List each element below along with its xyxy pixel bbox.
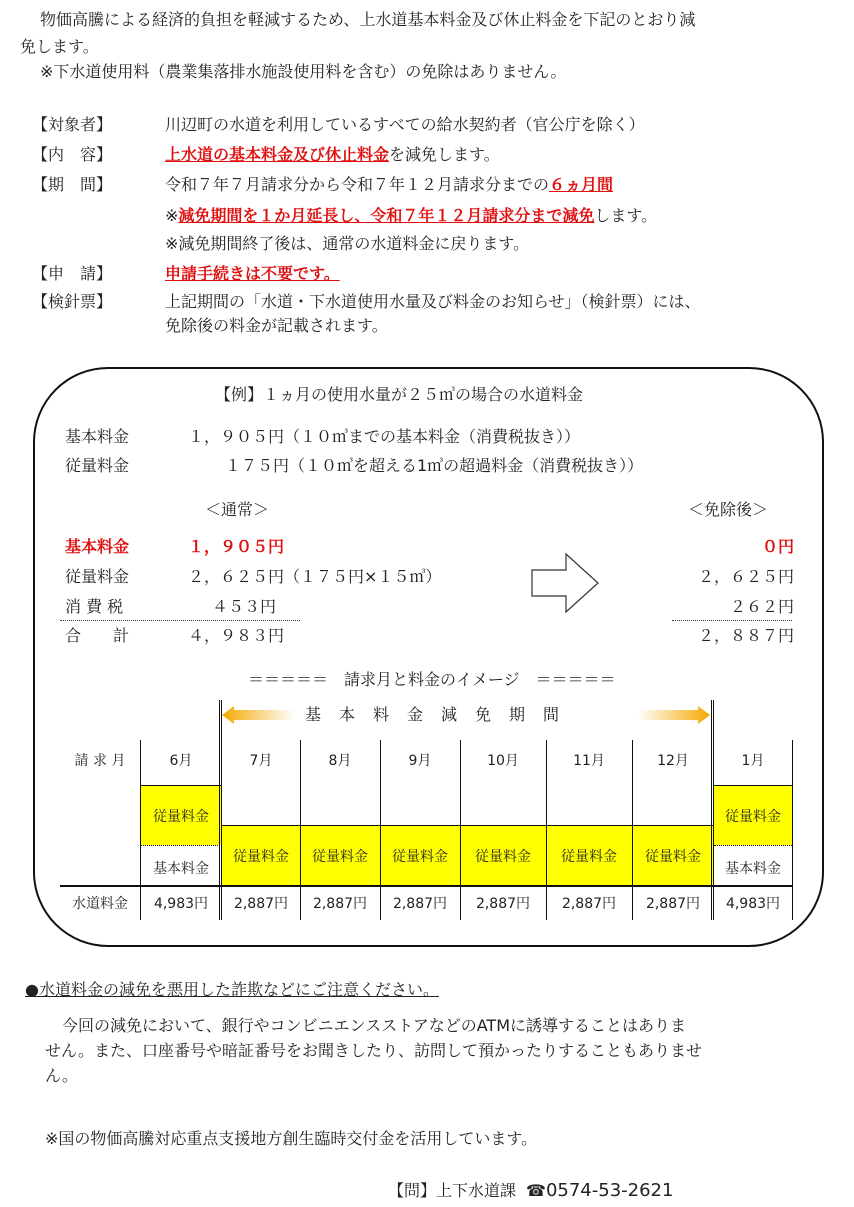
basic-text: １，９０５円（１０㎥までの基本料金（消費税抜き）） [188, 427, 581, 446]
item-label: 【内 容】 [32, 145, 113, 164]
normal-value: １，９０５円 [188, 537, 285, 556]
volume-fee-block: 従量料金 [222, 825, 300, 885]
volume-fee-block: 従量料金 [546, 825, 632, 885]
basic-label: 基本料金 [65, 427, 130, 446]
divider [140, 740, 141, 920]
divider [546, 740, 547, 920]
month-header: 1月 [741, 753, 765, 769]
month-header: 12月 [657, 753, 689, 769]
item-label: 【対象者】 [32, 115, 113, 134]
month-header: 9月 [408, 753, 432, 769]
divider [300, 740, 301, 920]
month-header: 8月 [328, 753, 352, 769]
water-fee-value: 2,887円 [312, 896, 368, 912]
basic-fee-block: 基本料金 [714, 845, 792, 885]
item-text: 上記期間の「水道・下水道使用水量及び料金のお知らせ」（検針票）には、 [165, 292, 701, 311]
divider [221, 700, 222, 920]
highlight-text: 減免期間を１か月延長し、令和７年１２月請求分まで減免 [178, 206, 595, 225]
note-text: ※減免期間終了後は、通常の水道料金に戻ります。 [165, 234, 530, 253]
item-text: 免除後の料金が記載されます。 [165, 316, 388, 335]
phone-number: 0574-53-2621 [545, 1180, 674, 1201]
month-header: 11月 [573, 753, 605, 769]
divider [792, 740, 793, 920]
water-fee-value: 2,887円 [233, 896, 289, 912]
row-label: 基本料金 [65, 537, 130, 556]
item-text: 令和７年７月請求分から令和７年１２月請求分までの [165, 175, 550, 194]
item-text: を減免します。 [389, 145, 500, 164]
volume-fee-block: 従量料金 [460, 825, 546, 885]
month-header: 6月 [169, 753, 193, 769]
after-value: ２，８８７円 [697, 626, 794, 645]
right-arrow-icon [530, 552, 600, 614]
water-fee-label: 水道料金 [72, 896, 128, 912]
normal-value: ４５３円 [212, 597, 277, 616]
right-arrow-icon [638, 706, 710, 724]
row-label: 消 費 税 [65, 597, 124, 616]
after-value: ２，６２５円 [697, 567, 794, 586]
divider [60, 885, 792, 887]
warning-text: ん。 [45, 1066, 78, 1085]
water-fee-value: 2,887円 [475, 896, 531, 912]
note-text: します。 [594, 206, 658, 225]
normal-value: ４，９８３円 [188, 626, 285, 645]
telephone-icon: ☎ [526, 1181, 546, 1200]
volume-fee-block: 従量料金 [140, 785, 222, 845]
basic-fee-block: 基本料金 [140, 845, 222, 885]
left-arrow-icon [222, 706, 294, 724]
after-heading: ＜免除後＞ [688, 500, 769, 519]
water-fee-value: 4,983円 [153, 896, 209, 912]
volume-label: 従量料金 [65, 456, 130, 475]
item-label: 【期 間】 [32, 175, 113, 194]
divider [60, 620, 300, 621]
normal-value: ２，６２５円（１７５円×１５㎥） [188, 567, 442, 586]
item-label: 【検針票】 [32, 292, 113, 311]
highlight-text: 上水道の基本料金及び休止料金 [165, 145, 390, 164]
month-header: 10月 [487, 753, 519, 769]
period-banner: 基 本 料 金 減 免 期 間 [305, 705, 561, 724]
divider [711, 700, 712, 920]
note-mark: ※ [165, 206, 179, 225]
water-fee-value: 2,887円 [645, 896, 701, 912]
water-fee-value: 2,887円 [392, 896, 448, 912]
warning-text: せん。また、口座番号や暗証番号をお聞きしたり、訪問して預かったりすることもありませ [45, 1041, 702, 1060]
divider [219, 700, 220, 920]
funding-note: ※国の物価高騰対応重点支援地方創生臨時交付金を活用しています。 [45, 1129, 538, 1148]
example-title: 【例】１ヵ月の使用水量が２５㎥の場合の水道料金 [215, 385, 584, 404]
divider [380, 740, 381, 920]
divider [713, 700, 714, 920]
intro-line: 物価高騰による経済的負担を軽減するため、上水道基本料金及び休止料金を下記のとおり減 [40, 10, 696, 29]
normal-heading: ＜通常＞ [205, 500, 270, 519]
after-value: ０円 [761, 537, 794, 556]
divider [460, 740, 461, 920]
item-text: 川辺町の水道を利用しているすべての給水契約者（官公庁を除く） [165, 115, 645, 134]
divider [632, 740, 633, 920]
divider [672, 620, 792, 621]
row-label: 従量料金 [65, 567, 130, 586]
volume-fee-block: 従量料金 [714, 785, 792, 845]
contact-label: 【問】上下水道課 [388, 1181, 517, 1200]
intro-note: ※下水道使用料（農業集落排水施設使用料を含む）の免除はありません。 [40, 62, 567, 81]
month-label: 請 求 月 [74, 753, 126, 769]
highlight-text: 申請手続きは不要です。 [165, 264, 340, 283]
row-label: 合 計 [65, 626, 130, 645]
warning-heading: ●水道料金の減免を悪用した詐欺などにご注意ください。 [25, 980, 439, 999]
water-fee-value: 4,983円 [725, 896, 781, 912]
volume-fee-block: 従量料金 [632, 825, 714, 885]
water-fee-value: 2,887円 [561, 896, 617, 912]
volume-fee-block: 従量料金 [380, 825, 460, 885]
image-heading: ＝＝＝＝＝ 請求月と料金のイメージ ＝＝＝＝＝ [248, 670, 616, 689]
item-label: 【申 請】 [32, 264, 113, 283]
warning-text: 今回の減免において、銀行やコンビニエンスストアなどのATMに誘導することはありま [62, 1016, 687, 1035]
volume-text: １７５円（１０㎥を超える1㎥の超過料金（消費税抜き）） [225, 456, 644, 475]
after-value: ２６２円 [729, 597, 794, 616]
highlight-text: ６ヵ月間 [549, 175, 614, 194]
intro-line: 免します。 [20, 37, 99, 56]
month-header: 7月 [249, 753, 273, 769]
volume-fee-block: 従量料金 [300, 825, 380, 885]
